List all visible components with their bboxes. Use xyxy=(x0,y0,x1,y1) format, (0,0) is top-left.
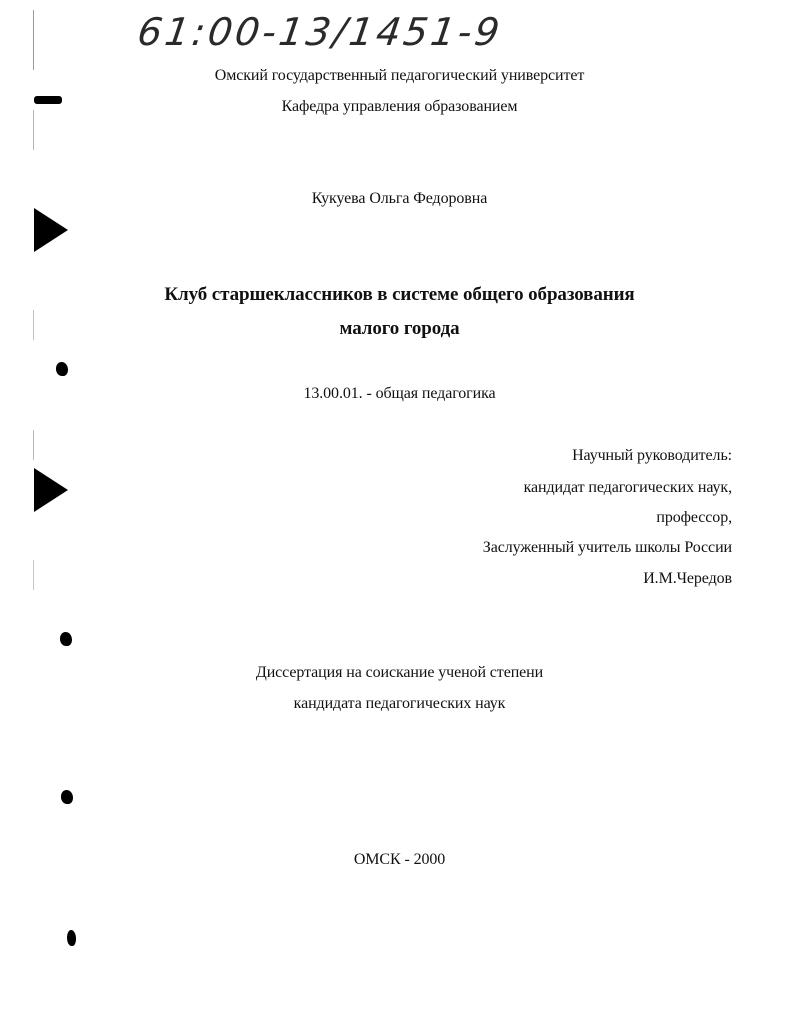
department-name: Кафедра управления образованием xyxy=(281,98,518,115)
supervisor-rank: профессор, xyxy=(656,509,732,526)
supervisor-name: И.М.Чередов xyxy=(643,570,732,587)
scan-punch-mark xyxy=(67,930,76,946)
archive-handwritten-code: 61:00-13/1451-9 xyxy=(134,10,506,54)
supervisor-honor: Заслуженный учитель школы России xyxy=(482,539,732,556)
author-name: Кукуева Ольга Федоровна xyxy=(311,190,488,207)
supervisor-degree: кандидат педагогических наук, xyxy=(523,479,732,496)
dissertation-title-line-1: Клуб старшеклассников в системе общего образования xyxy=(164,284,635,305)
university-name: Омский государственный педагогический университет xyxy=(214,67,585,84)
specialty-code: 13.00.01. - общая педагогика xyxy=(303,385,496,402)
scan-punch-mark xyxy=(34,468,68,512)
scan-punch-mark xyxy=(34,208,68,252)
city-year: ОМСК - 2000 xyxy=(353,851,446,868)
dissertation-purpose-line-1: Диссертация на соискание ученой степени xyxy=(255,664,544,681)
supervisor-heading: Научный руководитель: xyxy=(572,447,732,464)
dissertation-purpose-line-2: кандидата педагогических наук xyxy=(293,695,506,712)
scan-punch-mark xyxy=(60,632,72,646)
scan-punch-mark xyxy=(61,790,73,804)
scan-punch-mark xyxy=(56,362,68,376)
dissertation-title-line-2: малого города xyxy=(339,318,460,339)
